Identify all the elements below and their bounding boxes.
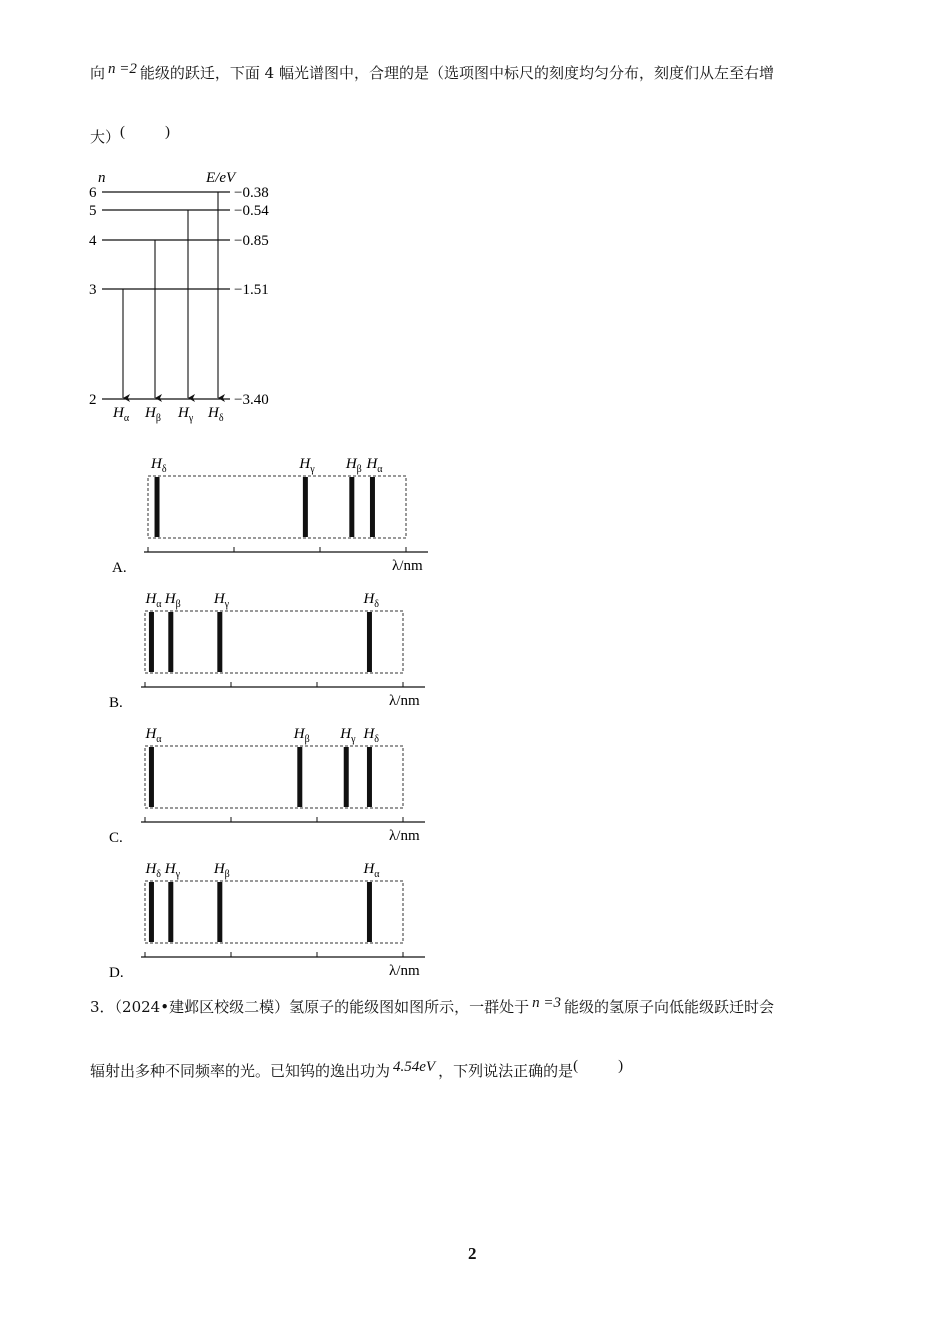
spectral-line-label: $H_\alpha$ [145, 726, 162, 745]
level-energy-label: −3.40 [234, 392, 269, 408]
q2-line1-prefix: 向 [90, 64, 106, 82]
q2-answer-paren-open: ( [120, 124, 126, 140]
q2-line1 [90, 62, 774, 85]
spectral-line-label: $H_\delta$ [363, 726, 380, 745]
spectral-line-label: $H_\gamma$ [213, 591, 230, 610]
transition-label: $H_\delta$ [208, 405, 224, 424]
spectral-line-hδ [149, 882, 154, 942]
q3-number: 3． [90, 998, 115, 1016]
spectral-line-hβ [168, 612, 173, 672]
axis-label-wavelength: λ/nm [389, 828, 420, 844]
level-n-label: 4 [89, 233, 97, 249]
spectral-line-label: $H_\beta$ [293, 726, 310, 745]
q2-answer-paren-close: ) [165, 124, 171, 140]
spectral-line-hα [370, 477, 375, 537]
q3-line1-b: 能级的氢原子向低能级跃迁时会 [563, 998, 774, 1016]
spectral-line-hδ [155, 477, 160, 537]
transition-arrows [112, 192, 224, 424]
spectrum-chart [108, 448, 448, 578]
spectrum-box [145, 746, 403, 808]
transition-label: $H_\gamma$ [178, 405, 194, 424]
spectrum-chart [105, 853, 445, 983]
spectrum-chart [105, 718, 445, 848]
e-axis-label-text: E/eV [206, 170, 236, 186]
level-energy-label: −0.38 [234, 185, 269, 201]
spectrum-option-a [108, 448, 448, 578]
q3-line2-b: ，下列说法正确的是 [438, 1062, 574, 1080]
energy-level-diagram [80, 160, 310, 430]
level-energy-label: −0.54 [234, 203, 269, 219]
energy-levels [89, 185, 269, 408]
level-n-label: 5 [89, 203, 97, 219]
e-axis-label [205, 170, 237, 186]
spectral-line-label: $H_\beta$ [345, 456, 362, 475]
spectral-line-hα [149, 612, 154, 672]
spectral-line-hβ [217, 882, 222, 942]
axis-label-wavelength: λ/nm [389, 693, 420, 709]
transition-label: $H_\alpha$ [113, 405, 130, 424]
spectrum-option-b [105, 583, 445, 713]
spectral-line-label: $H_\alpha$ [366, 456, 383, 475]
spectrum-box [145, 611, 403, 673]
q3-line2-a: 辐射出多种不同频率的光。已知钨的逸出功为 [90, 1062, 391, 1080]
spectrum-chart [105, 583, 445, 713]
option-label[interactable]: A. [112, 560, 127, 576]
page-number: 2 [468, 1244, 477, 1263]
spectral-line-label: $H_\gamma$ [299, 456, 315, 475]
q3-answer-paren-open: ( [573, 1058, 579, 1074]
q2-line2-text: 大） [90, 128, 121, 146]
n-axis-label: n [98, 170, 106, 186]
q3-answer-paren-close: ) [618, 1058, 624, 1074]
spectral-line-label: $H_\delta$ [363, 591, 380, 610]
spectral-line-hα [149, 747, 154, 807]
spectrum-box [148, 476, 406, 538]
spectral-line-hβ [297, 747, 302, 807]
level-energy-label: −1.51 [234, 282, 269, 298]
axis-label-wavelength: λ/nm [389, 963, 420, 979]
level-energy-label: −0.85 [234, 233, 269, 249]
q3-line2 [90, 1060, 623, 1083]
option-label[interactable]: B. [109, 695, 123, 711]
spectral-line-label: $H_\delta$ [145, 861, 162, 880]
spectrum-box [145, 881, 403, 943]
q2-line1-suffix: 能级的跃迁，下面 4 幅光谱图中，合理的是（选项图中标尺的刻度均匀分布，刻度们从左至右增 [139, 64, 774, 82]
axis-label-wavelength: λ/nm [392, 558, 423, 574]
spectrum-option-c [105, 718, 445, 848]
option-label[interactable]: D. [109, 965, 124, 981]
q2-formula-n2: n =2 [108, 61, 137, 77]
spectral-line-label: $H_\alpha$ [145, 591, 162, 610]
level-n-label: 3 [89, 282, 97, 298]
transition-label: $H_\beta$ [145, 405, 161, 424]
spectral-line-hδ [367, 747, 372, 807]
level-n-label: 6 [89, 185, 97, 201]
spectral-line-label: $H_\gamma$ [340, 726, 356, 745]
spectral-line-hδ [367, 612, 372, 672]
spectral-line-label: $H_\beta$ [213, 861, 230, 880]
option-label[interactable]: C. [109, 830, 123, 846]
spectral-line-hα [367, 882, 372, 942]
spectral-line-hγ [217, 612, 222, 672]
q3-formula-n3: n =3 [532, 995, 561, 1011]
spectral-line-hγ [303, 477, 308, 537]
q3-formula-work-function: 4.54eV [393, 1059, 436, 1075]
spectrum-option-d [105, 853, 445, 983]
spectral-line-label: $H_\gamma$ [164, 861, 181, 880]
spectral-line-hγ [344, 747, 349, 807]
spectral-line-hγ [168, 882, 173, 942]
q3-line1-a: （2024•建邺区校级二模）氢原子的能级图如图所示，一群处于 [114, 998, 530, 1016]
level-n-label: 2 [89, 392, 97, 408]
spectral-line-hβ [349, 477, 354, 537]
spectral-line-label: $H_\beta$ [164, 591, 181, 610]
spectral-line-label: $H_\alpha$ [363, 861, 380, 880]
q3-line1 [90, 996, 774, 1019]
spectral-line-label: $H_\delta$ [151, 456, 167, 475]
q2-line2 [90, 126, 170, 149]
